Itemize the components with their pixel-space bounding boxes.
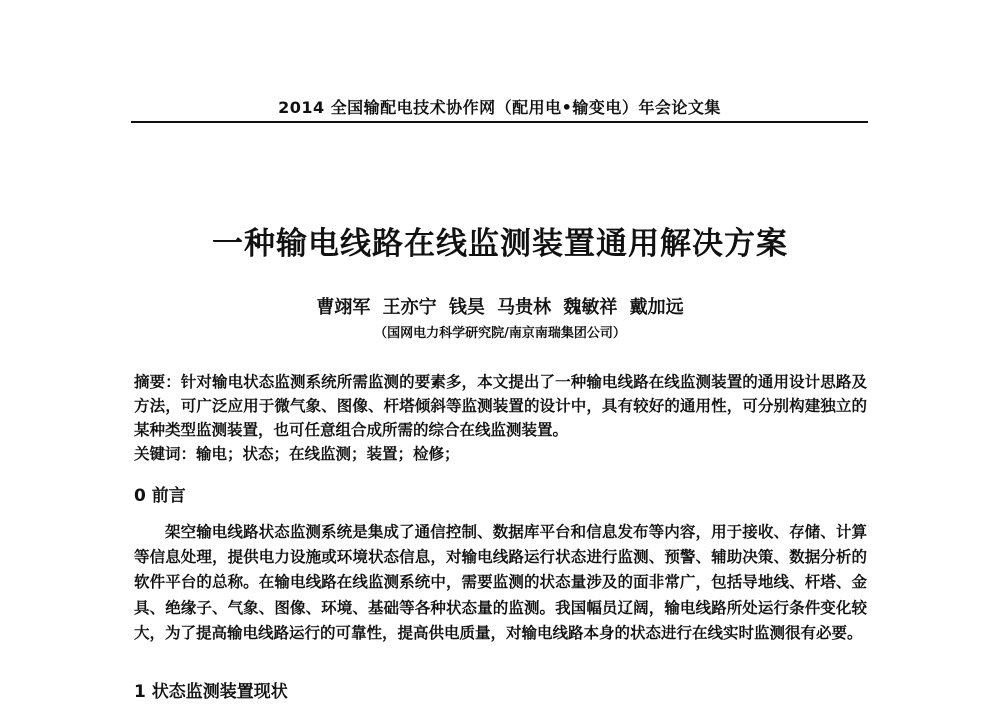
section-body-0: 架空输电线路状态监测系统是集成了通信控制、数据库平台和信息发布等内容，用于接收、存储、计算等信息处理，提供电力设施或环境状态信息，对输电线路运行状态进行监测、预警、辅助决策、数据分析的软件平台的总称。在输电线路在线监测系统中，需要监测的状态量涉及的面非常广，包括导地线、杆塔、金具、绝缘子、气象、图像、环境、基础等各种状态量的监测。我国幅员辽阔，输电线路所处运行条件变化较大，为了提高输电线路运行的可靠性，提高供电质量，对输电线路本身的状态进行在线实时监测很有必要。 [134, 523, 867, 642]
abstract-label: 摘要： [134, 373, 181, 391]
abstract [134, 370, 867, 442]
paper-title: 一种输电线路在线监测装置通用解决方案 [212, 226, 788, 262]
keywords-text: 输电；状态；在线监测；装置；检修； [196, 445, 460, 463]
cut-off-text-line [556, 712, 868, 721]
keywords-label: 关键词： [134, 445, 197, 463]
section-heading-0: 0 前言 [134, 486, 186, 506]
header-rule [131, 121, 868, 123]
author-list: 曹翊军 王亦宁 钱昊 马贵林 魏敏祥 戴加远 [316, 297, 684, 318]
keywords [134, 442, 867, 466]
running-header: 2014 全国输配电技术协作网（配用电•输变电）年会论文集 [278, 98, 721, 117]
affiliation: （国网电力科学研究院/南京南瑞集团公司） [374, 326, 626, 341]
abstract-text: 针对输电状态监测系统所需监测的要素多，本文提出了一种输电线路在线监测装置的通用设计思路及方法，可广泛应用于微气象、图像、杆塔倾斜等监测装置的设计中，具有较好的通用性，可分别构建独立的某种类型监测装置，也可任意组合成所需的综合在线监测装置。 [134, 373, 867, 439]
section-heading-1: 1 状态监测装置现状 [134, 682, 288, 702]
